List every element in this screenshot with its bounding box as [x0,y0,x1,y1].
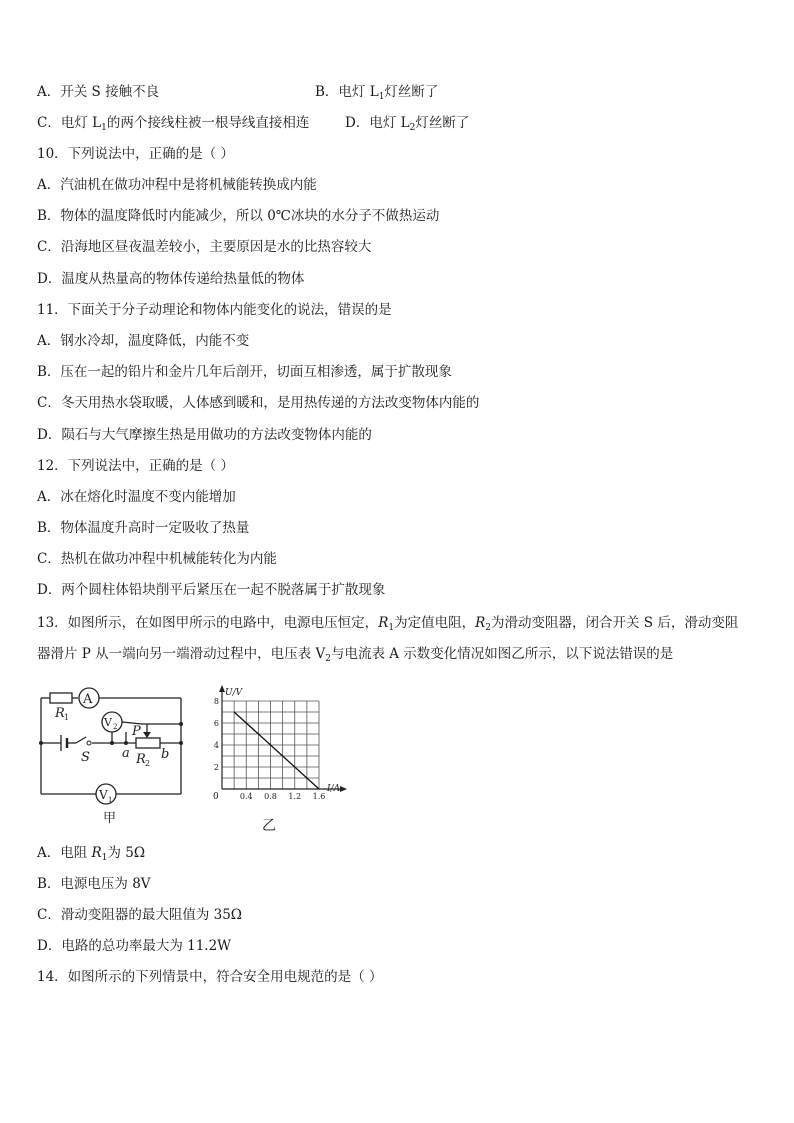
q9-option-a: A．开关 S 接触不良 [37,84,160,100]
r2-label: R [136,752,146,767]
x-tick-label: 1.2 [288,792,302,801]
r2-sub-label: 2 [145,759,151,768]
q13-stem-line1: 13．如图所示，在如图甲所示的电路中，电源电压恒定，$R_1$为定值电阻，$R_2$为滑动变阻器，闭合开关 S 后，滑动变阻 [37,615,739,633]
r1-label: R [55,706,65,721]
v2-label: V [104,716,112,729]
figure-jia-caption: 甲 [103,811,117,826]
x-tick-label: 0.8 [264,792,277,801]
y-axis-label: U/V [225,688,243,698]
x-tick-label: 0.4 [239,792,253,801]
q11-option-c: C．冬天用热水袋取暖，人体感到暖和，是用热传递的方法改变物体内能的 [37,395,480,411]
point-a-label: a [122,746,130,761]
q10-stem: 10．下列说法中，正确的是（ ） [37,146,234,162]
q10-option-d: D．温度从热量高的物体传递给热量低的物体 [37,271,305,287]
v2-sub-label: 2 [113,723,118,731]
r1-sub-label: 1 [64,713,70,722]
q9-option-c: C．电灯 $L_1$的两个接线柱被一根导线直接相连 [37,115,310,133]
y-tick-label: 4 [213,741,219,750]
q9-option-d: D．电灯 $L_2$灯丝断了 [345,115,470,133]
q11-option-d: D．陨石与大气摩擦生热是用做功的方法改变物体内能的 [37,427,372,443]
circuit-diagram [36,684,192,830]
y-tick-label: 8 [213,697,219,706]
q13-option-b: B．电源电压为 8V [37,876,151,892]
q9-option-b: B．电灯 $L_1$灯丝断了 [315,84,439,102]
series-line [234,712,319,789]
origin-label: 0 [213,792,219,802]
switch-s-label: S [81,750,90,765]
x-tick-label: 1.6 [312,792,326,801]
x-axis-arrow [340,786,347,792]
q12-stem: 12．下列说法中，正确的是（ ） [37,458,234,474]
q10-option-c: C．沿海地区昼夜温差较小，主要原因是水的比热容较大 [37,239,372,255]
v1-label: V [99,788,108,802]
q13-option-d: D．电路的总功率最大为 11.2W [37,938,232,954]
ui-graph [208,684,358,836]
q13-stem-line2: 器滑片 P 从一端向另一端滑动过程中，电压表 $V_2$与电流表 A 示数变化情况如图乙所示，以下说法错误的是 [37,646,674,664]
q12-option-a: A．冰在熔化时温度不变内能增加 [37,489,236,505]
q12-option-c: C．热机在做功冲程中机械能转化为内能 [37,551,277,567]
slider-p-label: P [132,724,141,739]
x-axis-label: I/A [327,784,341,794]
v1-sub-label: 1 [108,796,113,804]
y-tick-label: 6 [213,719,219,728]
ammeter-label: A [83,692,93,707]
q13-option-c: C．滑动变阻器的最大阻值为 35Ω [37,907,242,923]
q12-option-d: D．两个圆柱体铅块削平后紧压在一起不脱落属于扩散现象 [37,582,386,598]
q14-stem: 14．如图所示的下列情景中，符合安全用电规范的是（ ） [37,969,383,985]
q11-stem: 11．下面关于分子动理论和物体内能变化的说法，错误的是 [37,302,392,318]
point-b-label: b [161,747,170,762]
q13-option-a: A．电阻 $R_1$为 5Ω [37,845,146,863]
q11-option-a: A．钢水冷却，温度降低，内能不变 [37,333,250,349]
q11-option-b: B．压在一起的铅片和金片几年后剖开，切面互相渗透，属于扩散现象 [37,364,452,380]
y-tick-label: 2 [213,763,219,772]
q10-option-a: A．汽油机在做功冲程中是将机械能转换成内能 [37,177,317,193]
q10-option-b: B．物体的温度降低时内能减少，所以 0℃冰块的水分子不做热运动 [37,208,440,224]
figure-yi-caption: 乙 [262,818,276,832]
q12-option-b: B．物体温度升高时一定吸收了热量 [37,520,250,536]
